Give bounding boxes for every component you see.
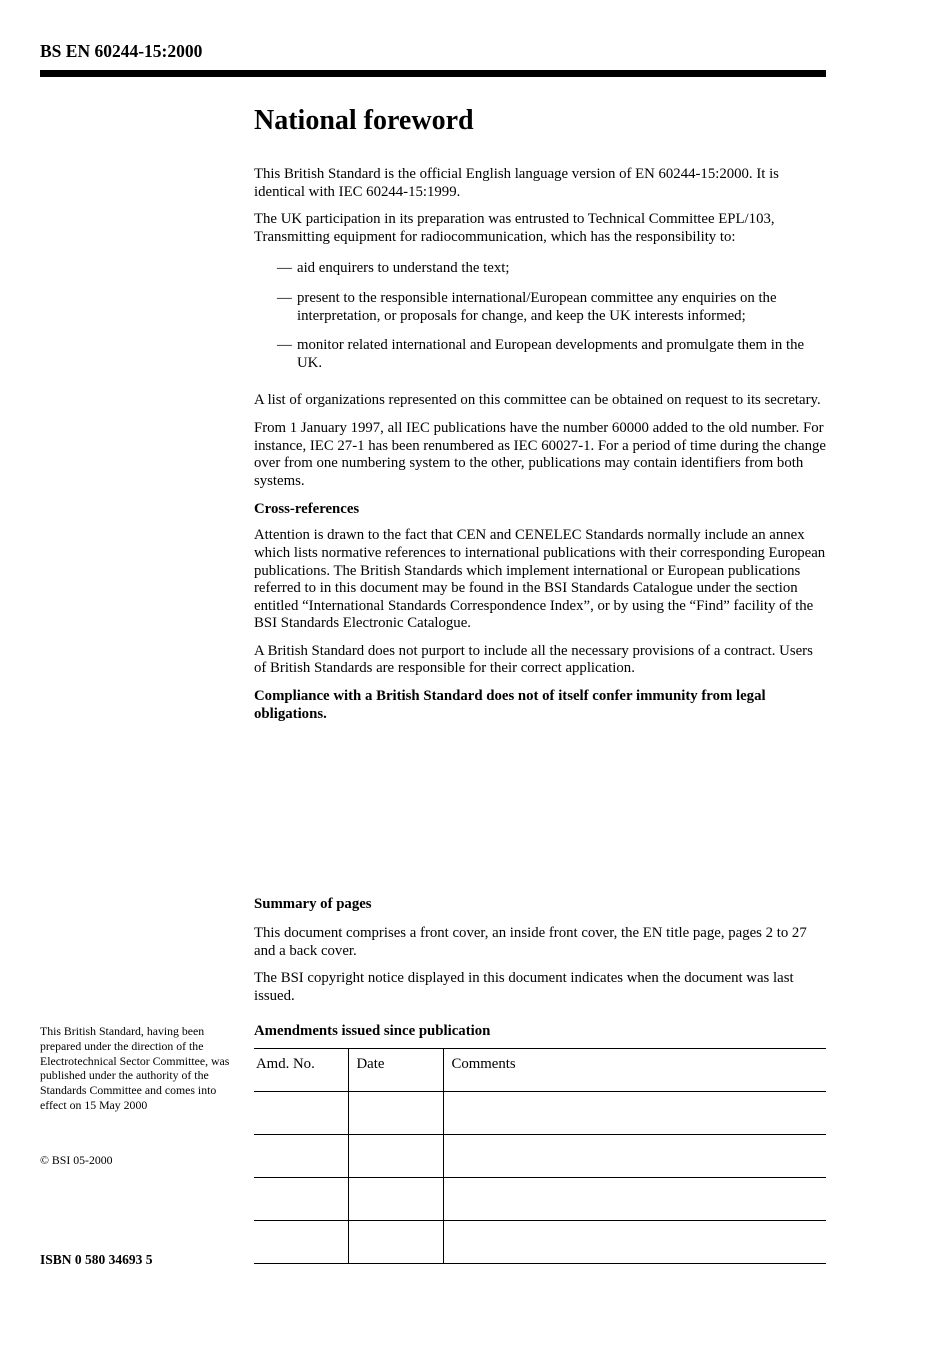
compliance-statement: Compliance with a British Standard does not of itself confer immunity from legal obligations. <box>254 688 766 722</box>
summary-of-pages-section <box>254 895 826 1015</box>
list-item <box>254 290 826 325</box>
amendments-table <box>254 1048 826 1264</box>
summary-heading: Summary of pages <box>254 896 372 912</box>
paragraph-cross-references: Attention is drawn to the fact that CEN and CENELEC Standards normally include an annex which lists normative references to international publications with their corresponding European publications. The British Standards which implement international or European publications referred to in this document may be found in the BSI Standards Catalogue under the section entitled “International Standards Correspondence Index”, or by using the “Find” facility of the BSI Standards Electronic Catalogue. <box>254 527 826 632</box>
table-cell <box>254 1178 348 1221</box>
paragraph-official-version: This British Standard is the official English language version of EN 60244-15:2000. It is identical with IEC 60244-15:1999. <box>254 166 779 200</box>
list-item <box>254 260 826 278</box>
col-header-date: Date <box>348 1049 443 1092</box>
amendments-heading: Amendments issued since publication <box>254 1023 491 1039</box>
list-item-text: present to the responsible international/European committee any enquiries on the interpretation, or proposals for change, and keep the UK interests informed; <box>297 289 777 324</box>
list-item <box>254 337 826 372</box>
main-column <box>254 104 826 1072</box>
table-cell <box>348 1135 443 1178</box>
doc-number-header: BS EN 60244-15:2000 <box>40 41 203 61</box>
table-cell <box>254 1092 348 1135</box>
col-header-amd-no: Amd. No. <box>254 1049 348 1092</box>
bsi-copyright: © BSI 05-2000 <box>40 1153 113 1167</box>
table-header-row <box>254 1049 826 1092</box>
table-cell <box>254 1135 348 1178</box>
paragraph-uk-participation: The UK participation in its preparation was entrusted to Technical Committee EPL/103, Transmitting equipment for radiocommunication, which has the responsibility to: <box>254 211 775 245</box>
table-cell <box>443 1221 826 1264</box>
table-row <box>254 1221 826 1264</box>
paragraph-organizations: A list of organizations represented on this committee can be obtained on request to its secretary. <box>254 392 821 409</box>
table-cell <box>254 1221 348 1264</box>
amendments-section <box>254 1022 826 1264</box>
dash-marker: — <box>277 337 292 354</box>
header-rule <box>40 70 826 77</box>
paragraph-provisions: A British Standard does not purport to include all the necessary provisions of a contract. Users of British Standards are responsible for their correct application. <box>254 642 813 677</box>
dash-marker: — <box>277 260 292 277</box>
list-item-text: aid enquirers to understand the text; <box>297 260 510 277</box>
table-row <box>254 1092 826 1135</box>
table-row <box>254 1178 826 1221</box>
publication-note: This British Standard, having been prepared under the direction of the Electrotechnical Sector Committee, was published under the authority of the Standards Committee and comes into effect on 15 May 2000 <box>40 1024 230 1112</box>
table-cell <box>443 1178 826 1221</box>
responsibility-list <box>254 260 826 372</box>
paragraph-summary-pages: This document comprises a front cover, an inside front cover, the EN title page, pages 2 to 27 and a back cover. <box>254 925 807 959</box>
table-row <box>254 1135 826 1178</box>
paragraph-copyright-notice: The BSI copyright notice displayed in this document indicates when the document was last issued. <box>254 970 794 1004</box>
table-cell <box>348 1092 443 1135</box>
page-title: National foreword <box>254 105 474 136</box>
dash-marker: — <box>277 289 292 306</box>
list-item-text: monitor related international and European developments and promulgate them in the UK. <box>297 337 805 371</box>
col-header-comments: Comments <box>443 1049 826 1092</box>
table-cell <box>348 1178 443 1221</box>
table-cell <box>348 1221 443 1264</box>
paragraph-numbering: From 1 January 1997, all IEC publications have the number 60000 added to the old number. For instance, IEC 27-1 has been renumbered as IEC 60027-1. For a period of time during the change over from one numbering system to the other, publications may contain identifiers from both systems. <box>254 419 826 489</box>
table-cell <box>443 1135 826 1178</box>
isbn: ISBN 0 580 34693 5 <box>40 1252 153 1267</box>
table-cell <box>443 1092 826 1135</box>
cross-references-heading: Cross-references <box>254 501 360 518</box>
